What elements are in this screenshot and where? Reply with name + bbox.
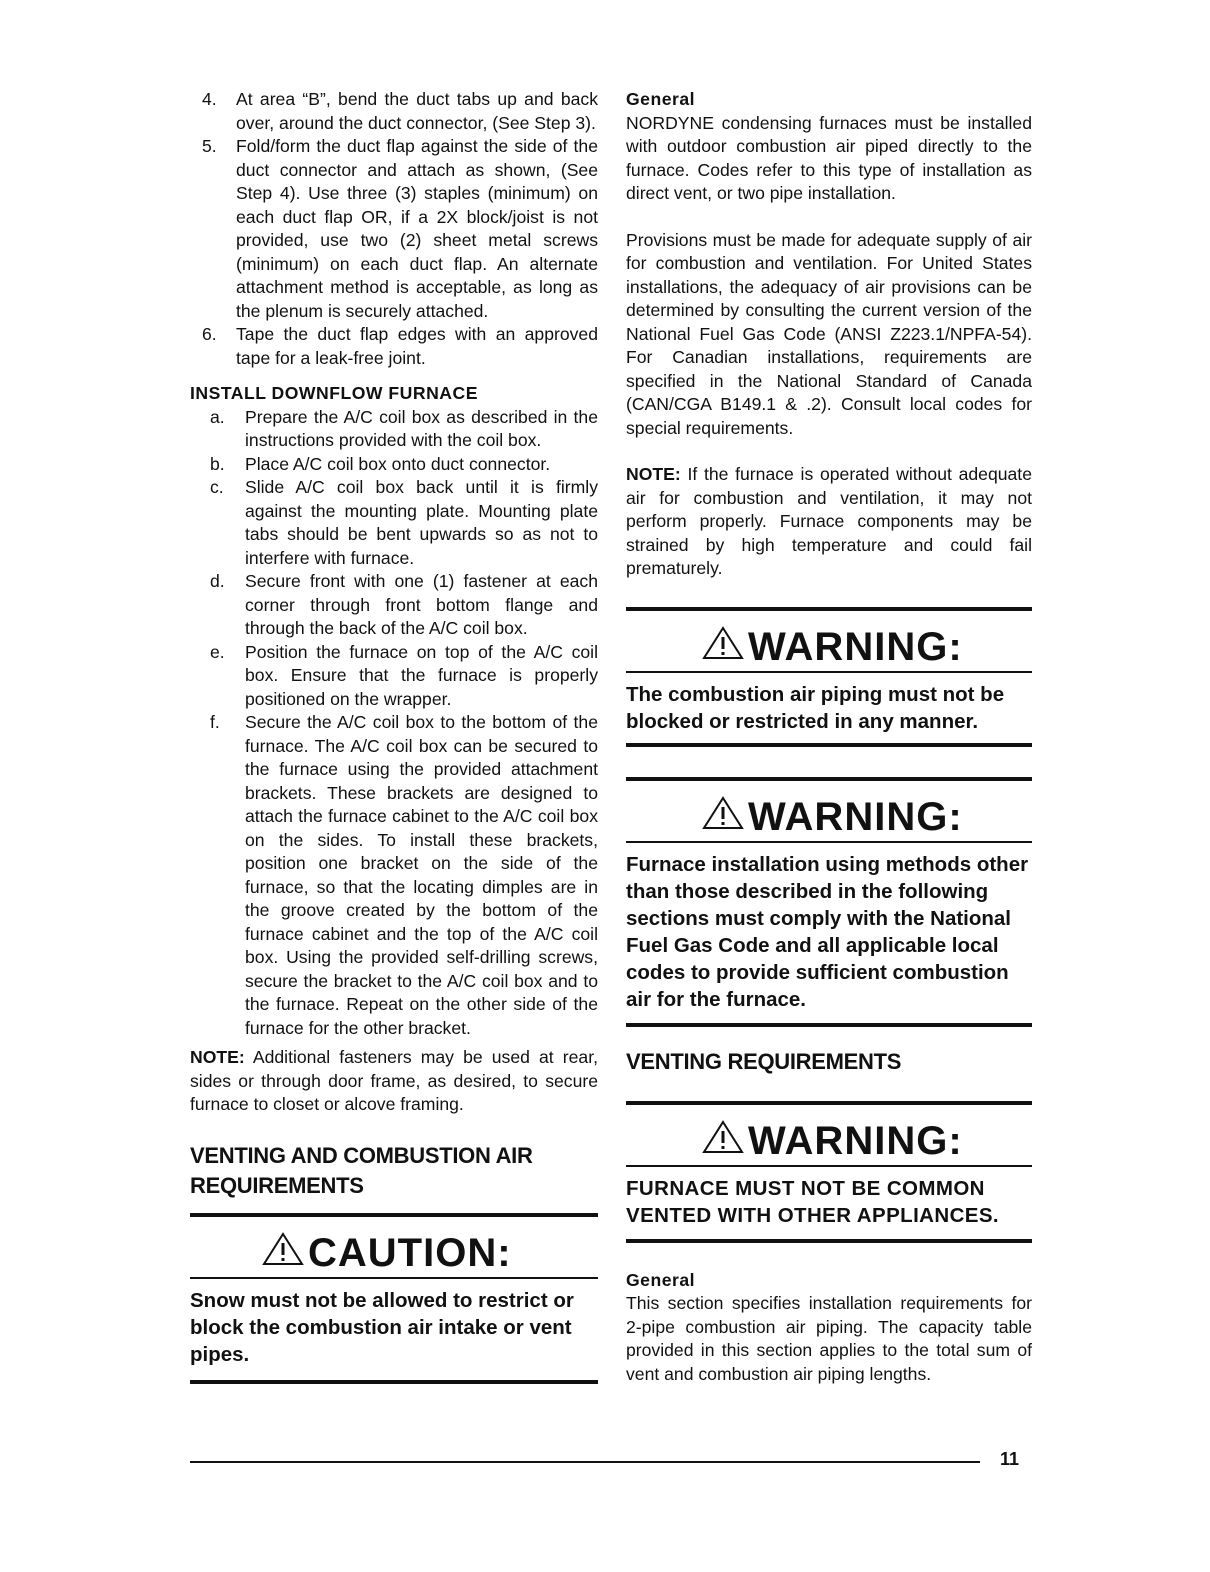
warning-label: WARNING: [748,624,963,669]
right-column [626,88,1032,1386]
warning-text-1: The combustion air piping must not be blocked or restricted in any manner. [626,682,1005,733]
general-2-paragraph: This section specifies installation requirements for 2-pipe combustion air piping. The capacity table provided in this section applies to the total sum of vent and combustion air piping lengths. [626,1293,1032,1384]
list-item: 6. Tape the duct flap edges with an approved tape for a leak-free joint. [202,324,598,368]
list-item: d. Secure front with one (1) fastener at each corner through front bottom flange and through the back of the A/C coil box. [210,571,598,638]
warning-label: WARNING: [748,794,963,839]
general-note: NOTE: If the furnace is operated without adequate air for combustion and ventilation, it may not perform properly. Furnace components may be strained by high temperature and could fail prematurely. [626,464,1032,578]
general-paragraph-1: NORDYNE condensing furnaces must be installed with outdoor combustion air piped directly to the furnace. Codes refer to this type of installation as direct vent, or two pipe installation. [626,112,1032,203]
list-item: e. Position the furnace on top of the A/C coil box. Ensure that the furnace is properly positioned on the wrapper. [210,641,598,709]
step-text: At area “B”, bend the duct tabs up and back over, around the duct connector, (See Step 3). [236,89,598,133]
step-text: Secure the A/C coil box to the bottom of the furnace. The A/C coil box can be secured to the furnace using the provided attachment brackets. These brackets are designed to attach the furnace cabinet to the A/C coil box on the sides. To install these brackets, position one bracket on the side of the furnace, so that the locating dimples are in the groove created by the bottom of the furnace cabinet and the top of the A/C coil box. Using the provided self-drilling screws, secure the bracket to the A/C coil box and to the furnace. Repeat on the other side of the furnace for the other bracket. [245,712,598,1038]
caution-label: CAUTION: [308,1230,512,1275]
caution-text: Snow must not be allowed to restrict or block the combustion air intake or vent pipes. [190,1288,574,1366]
page-number: 11 [1000,1449,1020,1469]
list-item: c. Slide A/C coil box back until it is firmly against the mounting plate. Mounting plate tabs should be bent upwards so as not to interfere with furnace. [210,477,598,568]
step-text: Position the furnace on top of the A/C coil box. Ensure that the furnace is properly positioned on the wrapper. [245,641,598,709]
divider [190,1380,598,1384]
warning-label: WARNING: [748,1118,963,1163]
step-text: Tape the duct flap edges with an approved tape for a leak-free joint. [236,324,598,368]
warning-banner-2 [626,781,1032,843]
duct-steps-list [190,88,598,370]
list-item: a. Prepare the A/C coil box as described in the instructions provided with the coil box. [210,406,598,450]
venting-combustion-title: VENTING AND COMBUSTION AIR REQUIREMENTS [190,1142,533,1198]
warning-triangle-icon [702,1120,744,1154]
list-item: 4. At area “B”, bend the duct tabs up and back over, around the duct connector, (See Step 3). [202,89,598,133]
warning-text-3: FURNACE MUST NOT BE COMMON VENTED WITH OTHER APPLIANCES. [626,1176,1000,1227]
list-item: 5. Fold/form the duct flap against the side of the duct connector and attach as shown, (See Step 4). Use three (3) staples (minimum) on each duct flap OR, if a 2X block/joist is not provided, use two (2) sheet metal screws (minimum) on each duct flap. An alternate attachment method is acceptable, as long as the plenum is securely attached. [202,136,598,321]
venting-requirements-title: VENTING REQUIREMENTS [626,1048,902,1074]
divider [626,1023,1032,1027]
install-heading: INSTALL DOWNFLOW FURNACE [190,383,478,403]
warning-text-2: Furnace installation using methods other than those described in the following sections must comply with the National Fuel Gas Code and all applicable local codes to provide sufficient combustion air for the furnace. [626,852,1029,1011]
divider [626,1239,1032,1243]
step-text: Prepare the A/C coil box as described in the instructions provided with the coil box. [245,406,598,450]
caution-banner [190,1217,598,1279]
install-note: NOTE: Additional fasteners may be used at rear, sides or through door frame, as desired, to secure furnace to closet or alcove framing. [190,1047,598,1114]
warning-triangle-icon [702,796,744,830]
general-heading: General [626,89,696,109]
step-text: Secure front with one (1) fastener at each corner through front bottom flange and through the back of the A/C coil box. [245,571,598,638]
step-text: Fold/form the duct flap against the side of the duct connector and attach as shown, (See Step 4). Use three (3) staples (minimum) on each duct flap OR, if a 2X block/joist is not provided, use two (2) sheet metal screws (minimum) on each duct flap. An alternate attachment method is acceptable, as long as the plenum is securely attached. [236,136,598,321]
warning-triangle-icon [702,626,744,660]
install-steps-list [190,406,598,1041]
left-column [190,88,598,1384]
general-paragraph-2: Provisions must be made for adequate supply of air for combustion and ventilation. For United States installations, the adequacy of air provisions can be determined by consulting the current version of the National Fuel Gas Code (ANSI Z223.1/NPFA-54). For Canadian installations, requirements are specified in the National Standard of Canada (CAN/CGA B149.1 & .2). Consult local codes for special requirements. [626,229,1032,438]
list-item: f. Secure the A/C coil box to the bottom of the furnace. The A/C coil box can be secured to the furnace using the provided attachment brackets. These brackets are designed to attach the furnace cabinet to the A/C coil box on the sides. To install these brackets, position one bracket on the side of the furnace, so that the locating dimples are in the groove created by the bottom of the furnace cabinet and the top of the A/C coil box. Using the provided self-drilling screws, secure the bracket to the A/C coil box and to the furnace. Repeat on the other side of the furnace for the other bracket. [210,712,598,1038]
list-item: b. Place A/C coil box onto duct connector. [210,453,551,474]
step-text: Slide A/C coil box back until it is firmly against the mounting plate. Mounting plate tabs should be bent upwards so as not to interfere with furnace. [245,477,598,568]
general-2-heading: General [626,1269,696,1290]
step-text: Place A/C coil box onto duct connector. [245,453,551,474]
warning-triangle-icon [262,1232,304,1266]
divider [626,743,1032,747]
footer-rule [190,1461,980,1463]
warning-banner-3 [626,1105,1032,1167]
warning-banner-1 [626,611,1032,673]
